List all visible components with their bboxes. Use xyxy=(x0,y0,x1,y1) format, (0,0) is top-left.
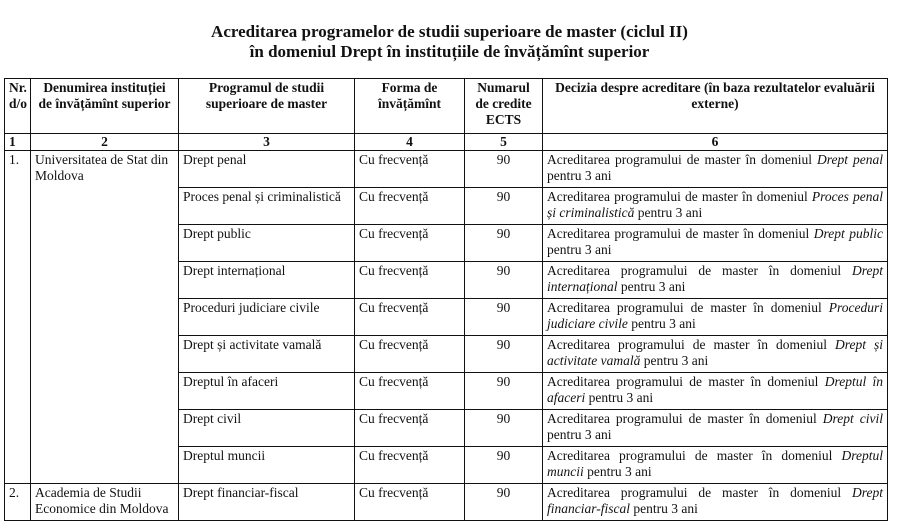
decision-duration: pentru 3 ani xyxy=(547,427,612,442)
column-number: 3 xyxy=(179,134,355,151)
program-name: Drept financiar-fiscal xyxy=(179,484,355,521)
ects-credits: 90 xyxy=(465,447,543,484)
decision-text: Acreditarea programului de master în domeniul xyxy=(547,226,810,241)
decision-text: Acreditarea programului de master în domeniul xyxy=(547,448,833,463)
study-form: Cu frecvență xyxy=(355,410,465,447)
decision-duration: pentru 3 ani xyxy=(547,168,612,183)
study-form: Cu frecvență xyxy=(355,188,465,225)
program-name: Drept penal xyxy=(179,151,355,188)
header-form: Forma de învățămînt xyxy=(355,79,465,134)
header-program: Programul de studii superioare de master xyxy=(179,79,355,134)
program-name: Drept public xyxy=(179,225,355,262)
decision-field: Drept penal xyxy=(816,152,883,167)
program-name: Dreptul muncii xyxy=(179,447,355,484)
decision-duration: pentru 3 ani xyxy=(587,464,652,479)
decision-text: Acreditarea programului de master în domeniul xyxy=(547,152,812,167)
program-name: Dreptul în afaceri xyxy=(179,373,355,410)
decision-field: Dreptul muncii xyxy=(547,448,883,479)
decision-field: Dreptul în afaceri xyxy=(547,374,883,405)
column-number: 5 xyxy=(465,134,543,151)
accreditation-decision xyxy=(543,188,888,225)
header-institution: Denumirea instituției de învățămînt superior xyxy=(31,79,179,134)
program-name: Drept internațional xyxy=(179,262,355,299)
decision-duration: pentru 3 ani xyxy=(547,242,612,257)
institution-name: Universitatea de Stat din Moldova xyxy=(31,151,179,484)
ects-credits: 90 xyxy=(465,151,543,188)
decision-duration: pentru 3 ani xyxy=(631,316,696,331)
study-form: Cu frecvență xyxy=(355,447,465,484)
ects-credits: 90 xyxy=(465,336,543,373)
header-nr: Nr. d/o xyxy=(5,79,31,134)
ects-credits: 90 xyxy=(465,225,543,262)
document-title-line2: în domeniul Drept în instituțiile de învățămînt superior xyxy=(249,42,650,61)
decision-field: Drept financiar-fiscal xyxy=(547,485,883,516)
header-decision: Decizia despre acreditare (în baza rezultatelor evaluării externe) xyxy=(543,79,888,134)
decision-field: Drept internațional xyxy=(547,263,883,294)
study-form: Cu frecvență xyxy=(355,151,465,188)
study-form: Cu frecvență xyxy=(355,262,465,299)
accreditation-decision xyxy=(543,299,888,336)
column-number: 1 xyxy=(5,134,31,151)
decision-field: Proceduri judiciare civile xyxy=(547,300,883,331)
decision-text: Acreditarea programului de master în domeniul xyxy=(547,189,808,204)
study-form: Cu frecvență xyxy=(355,299,465,336)
program-name: Proces penal și criminalistică xyxy=(179,188,355,225)
accreditation-table xyxy=(4,78,888,521)
program-name: Drept civil xyxy=(179,410,355,447)
ects-credits: 90 xyxy=(465,299,543,336)
accreditation-decision xyxy=(543,336,888,373)
document-title-line1: Acreditarea programelor de studii superioare de master (ciclul II) xyxy=(211,22,688,41)
decision-text: Acreditarea programului de master în domeniul xyxy=(547,337,827,352)
ects-credits: 90 xyxy=(465,262,543,299)
column-number: 6 xyxy=(543,134,888,151)
column-number: 2 xyxy=(31,134,179,151)
accreditation-decision xyxy=(543,225,888,262)
study-form: Cu frecvență xyxy=(355,336,465,373)
decision-text: Acreditarea programului de master în domeniul xyxy=(547,485,842,500)
decision-duration: pentru 3 ani xyxy=(620,279,686,294)
decision-text: Acreditarea programului de master în domeniul xyxy=(547,411,817,426)
study-form: Cu frecvență xyxy=(355,373,465,410)
column-number-row xyxy=(5,134,888,151)
decision-text: Acreditarea programului de master în domeniul xyxy=(547,374,819,389)
header-credits: Numarul de credite ECTS xyxy=(465,79,543,134)
table-body xyxy=(5,151,888,521)
accreditation-decision xyxy=(543,484,888,521)
accreditation-decision xyxy=(543,447,888,484)
institution-name: Academia de Studii Economice din Moldova xyxy=(31,484,179,521)
ects-credits: 90 xyxy=(465,484,543,521)
decision-duration: pentru 3 ani xyxy=(643,353,709,368)
decision-duration: pentru 3 ani xyxy=(633,501,698,516)
column-number: 4 xyxy=(355,134,465,151)
decision-field: Drept și activitate vamală xyxy=(547,337,883,368)
row-number: 1. xyxy=(5,151,31,484)
decision-field: Proces penal și criminalistică xyxy=(547,189,883,220)
ects-credits: 90 xyxy=(465,373,543,410)
accreditation-decision xyxy=(543,151,888,188)
ects-credits: 90 xyxy=(465,410,543,447)
accreditation-decision xyxy=(543,262,888,299)
accreditation-decision xyxy=(543,373,888,410)
header-row xyxy=(5,79,888,134)
study-form: Cu frecvență xyxy=(355,484,465,521)
study-form: Cu frecvență xyxy=(355,225,465,262)
accreditation-decision xyxy=(543,410,888,447)
decision-text: Acreditarea programului de master în domeniul xyxy=(547,263,842,278)
decision-field: Drept public xyxy=(813,226,883,241)
table-row xyxy=(5,151,888,188)
table-row xyxy=(5,484,888,521)
decision-text: Acreditarea programului de master în domeniul xyxy=(547,300,822,315)
program-name: Proceduri judiciare civile xyxy=(179,299,355,336)
ects-credits: 90 xyxy=(465,188,543,225)
decision-duration: pentru 3 ani xyxy=(637,205,703,220)
program-name: Drept și activitate vamală xyxy=(179,336,355,373)
decision-duration: pentru 3 ani xyxy=(588,390,654,405)
decision-field: Drept civil xyxy=(822,411,883,426)
row-number: 2. xyxy=(5,484,31,521)
